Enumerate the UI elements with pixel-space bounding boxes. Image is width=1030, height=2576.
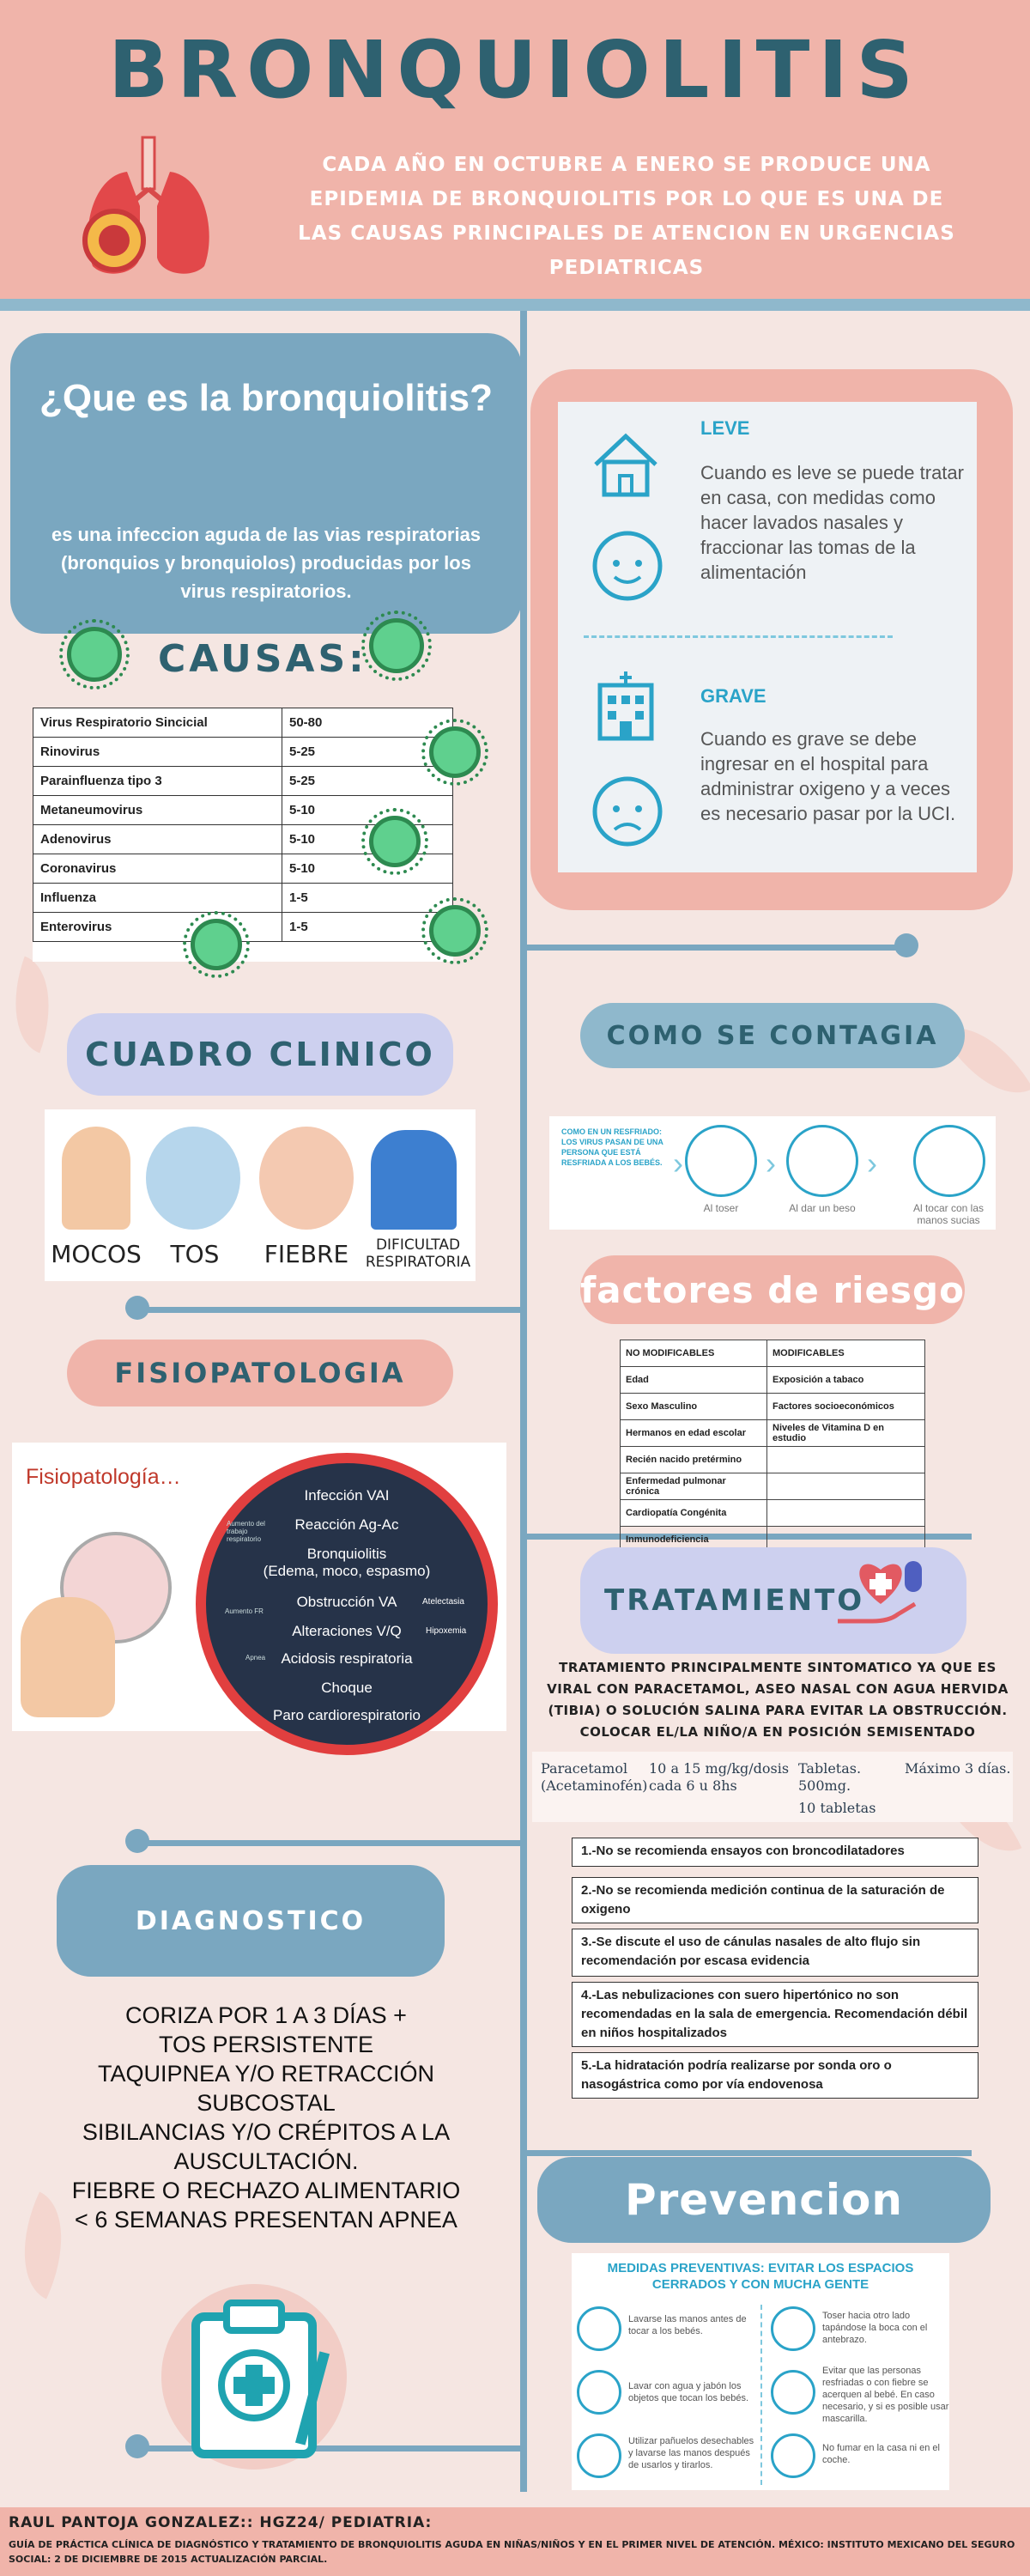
clipboard-icon [160, 2282, 348, 2471]
virus-percentage: 5-25 [282, 767, 453, 796]
leaf-decoration [0, 957, 69, 1054]
virus-icon [67, 627, 122, 682]
prevention-heading: MEDIDAS PREVENTIVAS: EVITAR LOS ESPACIOS CERRADOS Y CON MUCHA GENTE [607, 2261, 914, 2292]
pathophysiology-step: Bronquiolitis [306, 1546, 387, 1562]
definition-card [10, 333, 522, 634]
pathophysiology-step: Obstrucción VA [296, 1594, 397, 1610]
risk-non-modifiable: Cardiopatía Congénita [621, 1500, 767, 1527]
timeline-branch [525, 2150, 972, 2156]
causes-row [33, 708, 453, 738]
virus-icon [429, 726, 481, 778]
cough-child-icon [146, 1127, 240, 1230]
diagnosis-line: SIBILANCIAS Y/O CRÉPITOS A LA [82, 2119, 451, 2145]
clinical-item: DIFICULTAD RESPIRATORIA [365, 1236, 471, 1271]
hand-wash-icon [577, 2306, 621, 2351]
risk-non-modifiable: Enfermedad pulmonar crónica [621, 1473, 767, 1500]
prevention-item: Utilizar pañuelos desechables y lavarse las manos después de usarlos y tirarlos. [628, 2436, 754, 2470]
risk-row [621, 1394, 925, 1420]
risk-non-modifiable: Inmunodeficiencia [621, 1527, 767, 1553]
virus-name: Coronavirus [33, 854, 282, 884]
diagnosis-line: AUSCULTACIÓN. [173, 2148, 359, 2174]
treatment-recommendation: 5.-La hidratación podría realizarse por sonda oro o nasogástrica como por vía endovenosa [572, 2052, 978, 2099]
timeline-dot [125, 2434, 149, 2458]
no-smoking-icon [771, 2433, 815, 2478]
pathophysiology-step: Choque [321, 1680, 373, 1696]
dosage-dose: 10 a 15 mg/kg/dosis cada 6 u 8hs [649, 1760, 790, 1794]
virus-percentage: 50-80 [282, 708, 453, 738]
contagion-panel [549, 1116, 996, 1230]
risk-non-modifiable: Sexo Masculino [621, 1394, 767, 1420]
fever-child-icon [259, 1127, 354, 1230]
diagnosis-line: SUBCOSTAL [197, 2090, 336, 2116]
diagnosis-line: TAQUIPNEA Y/O RETRACCIÓN [97, 2061, 435, 2087]
risk-non-modifiable: Hermanos en edad escolar [621, 1420, 767, 1447]
prevention-item: Toser hacia otro lado tapándose la boca con el antebrazo. [822, 2311, 928, 2345]
virus-percentage: 5-25 [282, 738, 453, 767]
prevention-panel [572, 2253, 949, 2490]
dosage-quantity: 10 tabletas [798, 1800, 876, 1816]
risk-modifiable [767, 1500, 925, 1527]
baby-illustration-icon [21, 1597, 115, 1717]
pathophysiology-diagram [196, 1453, 498, 1755]
header-divider [0, 299, 1030, 311]
clinical-title: CUADRO CLINICO [67, 1013, 453, 1096]
dosage-max: Máximo 3 días. [905, 1760, 1011, 1777]
virus-name: Enterovirus [33, 913, 282, 942]
virus-name: Influenza [33, 884, 282, 913]
virus-icon [429, 905, 481, 957]
severity-severe-text: Cuando es grave se debe ingresar en el hospital para administrar oxigeno y a veces es necesario pasar por la UCI. [700, 728, 956, 824]
virus-percentage: 1-5 [282, 913, 453, 942]
virus-percentage: 5-10 [282, 854, 453, 884]
risk-header: NO MODIFICABLES [621, 1340, 767, 1367]
clinical-item: FIEBRE [264, 1240, 349, 1268]
prevention-item: Evitar que las personas resfriadas o con fiebre se acerquen al bebé. En caso necesario, y si es posible usar mascarilla. [822, 2366, 949, 2424]
prevention-item: No fumar en la casa ni en el coche. [822, 2443, 940, 2465]
pathophysiology-heading: Fisiopatología… [26, 1465, 181, 1489]
pathophysiology-side-note: Apnea [245, 1654, 266, 1662]
risk-non-modifiable: Recién nacido pretérmino [621, 1447, 767, 1473]
risk-modifiable: Exposición a tabaco [767, 1367, 925, 1394]
lungs-icon [76, 129, 221, 283]
diagnosis-line: TOS PERSISTENTE [158, 2032, 374, 2057]
cough-elbow-icon [771, 2306, 815, 2351]
virus-percentage: 5-10 [282, 796, 453, 825]
chevron-right-icon: › [867, 1145, 877, 1181]
prevention-item: Lavarse las manos antes de tocar a los bebés. [628, 2314, 747, 2336]
timeline-dot [125, 1296, 149, 1320]
severity-mild-text: Cuando es leve se puede tratar en casa, con medidas como hacer lavados nasales y fraccionar las tomas de la alimentación [700, 462, 964, 583]
footer-reference: GUÍA DE PRÁCTICA CLÍNICA DE DIAGNÓSTICO Y TRATAMIENTO DE BRONQUIOLITIS AGUDA EN NIÑAS/NIÑOS Y EN EL PRIMER NIVEL DE ATENCIÓN. MÉXICO: INSTITUTO MEXICANO DEL SEGURO SOCIAL: 2 DE DICIEMBRE DE 2015 ACTUALIZACIÓN PARCIAL. [9, 2539, 1015, 2565]
prevention-divider [760, 2305, 762, 2485]
diagnosis-title: DIAGNOSTICO [57, 1865, 445, 1977]
timeline-dot [125, 1829, 149, 1853]
contagion-item: Al toser [703, 1202, 739, 1214]
risk-header: MODIFICABLES [767, 1340, 925, 1367]
diagnosis-line: CORIZA POR 1 A 3 DÍAS + [125, 2002, 407, 2028]
virus-icon [369, 816, 421, 867]
treatment-recommendation: 1.-No se recomienda ensayos con broncodilatadores [572, 1838, 978, 1867]
risk-factors-panel [620, 1340, 925, 1545]
timeline-branch [525, 945, 906, 951]
clinical-panel [45, 1109, 476, 1281]
pathophysiology-side-note: Aumento del trabajo respiratorio [227, 1520, 265, 1543]
treatment-recommendation: 4.-Las nebulizaciones con suero hipertónico no son recomendadas en la sala de emergencia. Recomendación débil en niños hospitalizados [572, 1982, 978, 2047]
treatment-text: TRATAMIENTO PRINCIPALMENTE SINTOMATICO YA QUE ES VIRAL CON PARACETAMOL, ASEO NASAL CON AGUA HERVIDA (TIBIA) O SOLUCIÓN SALINA PARA EVITAR LA OBSTRUCCIÓN. COLOCAR EL/LA NIÑO/A EN POSICIÓN SEMISENTADO [547, 1660, 1009, 1740]
breathing-child-icon [371, 1130, 457, 1230]
runny-nose-child-icon [62, 1127, 130, 1230]
risk-row [621, 1473, 925, 1500]
tissue-icon [577, 2433, 621, 2478]
house-icon [587, 426, 664, 503]
causes-row [33, 767, 453, 796]
risk-modifiable [767, 1447, 925, 1473]
severity-severe-label: GRAVE [700, 685, 766, 707]
risk-modifiable [767, 1473, 925, 1500]
risk-non-modifiable: Edad [621, 1367, 767, 1394]
causes-title: CAUSAS: [158, 637, 367, 681]
definition-text: es una infeccion aguda de las vias respiratorias (bronquios y bronquiolos) producidas por los virus respiratorios. [51, 524, 482, 602]
cough-icon [685, 1125, 757, 1197]
virus-icon [369, 618, 424, 673]
happy-baby-icon [589, 527, 666, 605]
risk-row [621, 1420, 925, 1447]
treatment-title: TRATAMIENTO [580, 1547, 966, 1654]
pathophysiology-step: Alteraciones V/Q [292, 1623, 402, 1639]
footer-author: RAUL PANTOJA GONZALEZ:: HGZ24/ PEDIATRIA: [9, 2514, 433, 2531]
causes-row [33, 738, 453, 767]
contagion-item: Al tocar con las manos sucias [912, 1202, 985, 1226]
dosage-form: Tabletas. 500mg. [798, 1760, 862, 1794]
clinical-item: TOS [170, 1240, 220, 1268]
virus-icon [191, 919, 242, 970]
hands-icon [913, 1125, 985, 1197]
dosage-panel [532, 1752, 1013, 1822]
pathophysiology-side-note: Atelectasia [422, 1597, 464, 1607]
kiss-icon [786, 1125, 858, 1197]
chevron-right-icon: › [766, 1145, 776, 1181]
virus-name: Parainfluenza tipo 3 [33, 767, 282, 796]
pathophysiology-step: Acidosis respiratoria [281, 1650, 413, 1667]
risk-modifiable: Factores socioeconómicos [767, 1394, 925, 1420]
risk-row [621, 1500, 925, 1527]
mask-icon [771, 2370, 815, 2415]
diagnosis-line: < 6 SEMANAS PRESENTAN APNEA [75, 2207, 457, 2233]
causes-row [33, 884, 453, 913]
timeline-branch [137, 1307, 520, 1313]
hospital-icon [587, 668, 664, 745]
pathophysiology-side-note: Hipoxemia [426, 1626, 467, 1636]
virus-name: Metaneumovirus [33, 796, 282, 825]
clinical-item: MOCOS [51, 1240, 142, 1268]
risk-factors-table [620, 1340, 925, 1553]
definition-title: ¿Que es la bronquiolitis? [39, 377, 494, 419]
risk-row [621, 1367, 925, 1394]
diagnosis-text [34, 2001, 498, 2234]
heart-hand-icon [829, 1552, 932, 1647]
pathophysiology-step: Paro cardiorespiratorio [273, 1707, 421, 1723]
pathophysiology-side-note: Aumento FR [225, 1607, 264, 1615]
chevron-right-icon: › [673, 1145, 683, 1181]
virus-percentage: 5-10 [282, 825, 453, 854]
contagion-intro: COMO EN UN RESFRIADO: LOS VIRUS PASAN DE UNA PERSONA QUE ESTÁ RESFRIADA A LOS BEBÉS. [561, 1127, 663, 1167]
prevention-item: Lavar con agua y jabón los objetos que tocan los bebés. [628, 2381, 749, 2403]
sad-baby-icon [589, 773, 666, 850]
dosage-drug: Paracetamol (Acetaminofén) [541, 1760, 648, 1794]
virus-name: Rinovirus [33, 738, 282, 767]
timeline-line [520, 311, 527, 2492]
treatment-recommendation: 3.-Se discute el uso de cánulas nasales de alto flujo sin recomendación por escasa evidencia [572, 1929, 978, 1977]
contagion-item: Al dar un beso [789, 1202, 856, 1214]
severity-mild-label: LEVE [700, 417, 750, 439]
timeline-branch [137, 1840, 520, 1846]
pathophysiology-title: FISIOPATOLOGIA [67, 1340, 453, 1406]
wash-objects-icon [577, 2370, 621, 2415]
severity-divider [584, 635, 893, 638]
pathophysiology-step: (Edema, moco, espasmo) [263, 1563, 431, 1579]
prevention-title: Prevencion [537, 2157, 991, 2243]
pathophysiology-step: Infección VAI [304, 1487, 390, 1504]
header-subtitle: CADA AÑO EN OCTUBRE A ENERO SE PRODUCE UNA EPIDEMIA DE BRONQUIOLITIS POR LO QUE ES UNA DE LAS CAUSAS PRINCIPALES DE ATENCION EN URGENCIAS PEDIATRICAS [298, 154, 955, 279]
timeline-dot [894, 933, 918, 957]
page-title: BRONQUIOLITIS [108, 24, 922, 116]
risk-factors-title: factores de riesgo [580, 1255, 965, 1324]
risk-row [621, 1447, 925, 1473]
risk-modifiable: Niveles de Vitamina D en estudio [767, 1420, 925, 1447]
diagnosis-line: FIEBRE O RECHAZO ALIMENTARIO [71, 2178, 461, 2203]
pathophysiology-step: Reacción Ag-Ac [294, 1516, 399, 1533]
virus-percentage: 1-5 [282, 884, 453, 913]
treatment-recommendation: 2.-No se recomienda medición continua de la saturación de oxigeno [572, 1877, 978, 1923]
contagion-title: COMO SE CONTAGIA [580, 1003, 965, 1068]
virus-name: Adenovirus [33, 825, 282, 854]
virus-name: Virus Respiratorio Sincicial [33, 708, 282, 738]
